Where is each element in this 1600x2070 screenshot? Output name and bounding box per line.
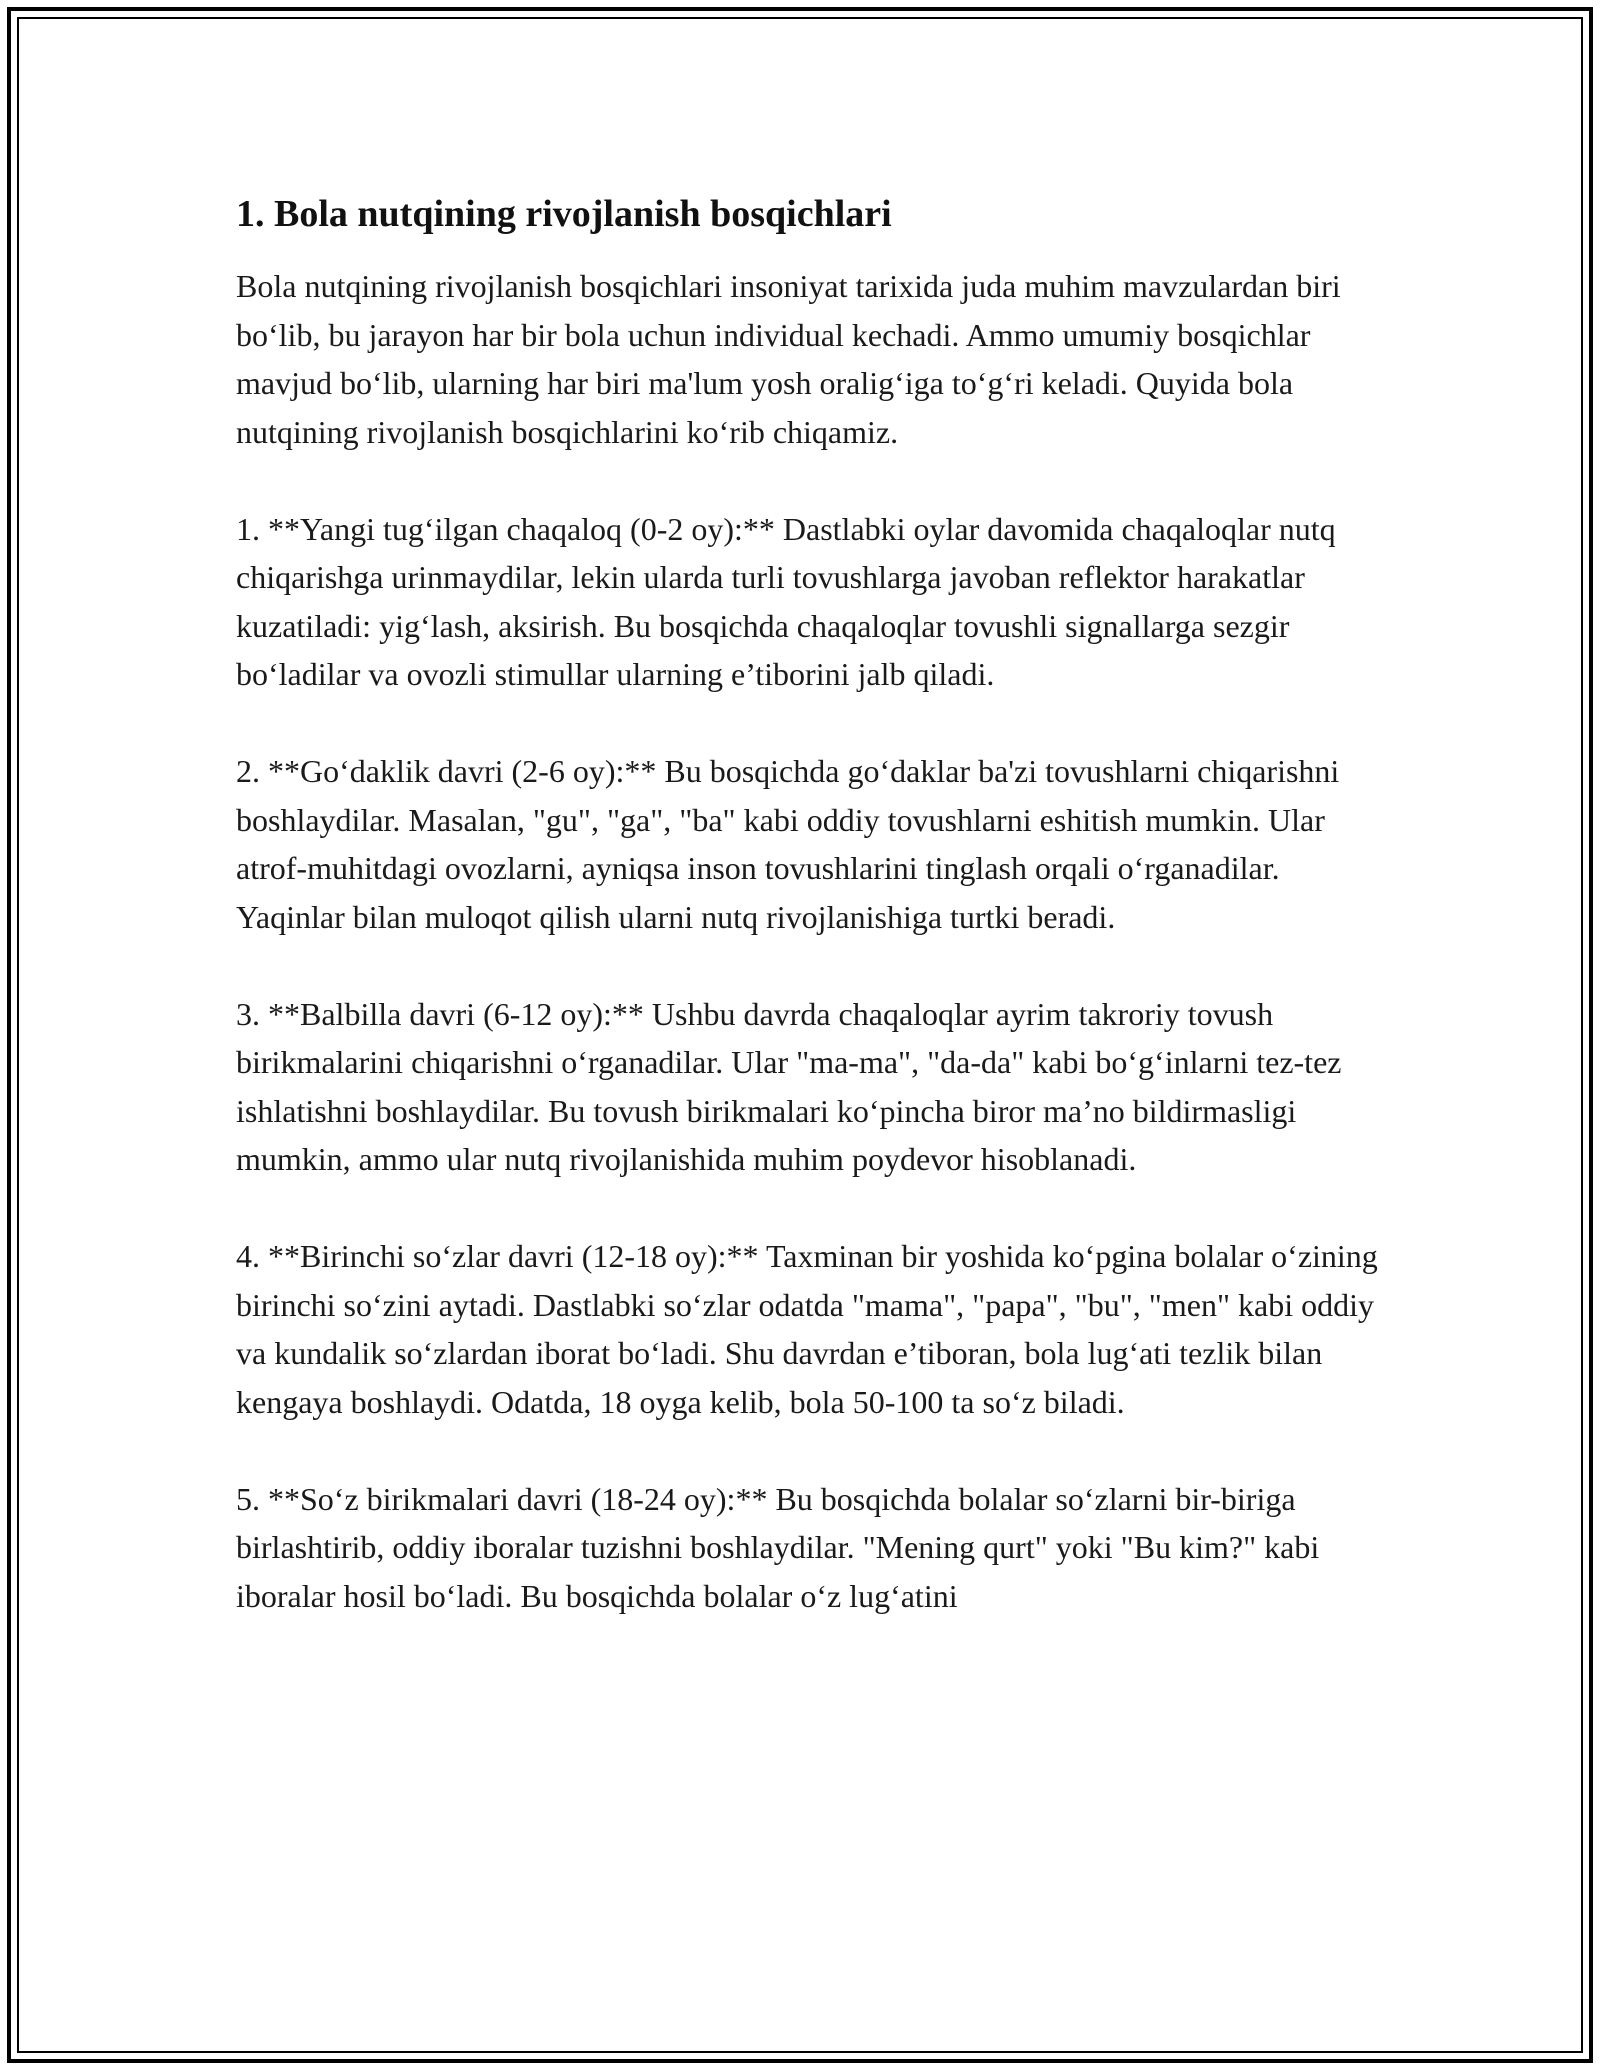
document-body (236, 190, 1386, 1620)
stage-4-paragraph: 4. **Birinchi so‘zlar davri (12-18 oy):** Taxminan bir yoshida ko‘pgina bolalar o‘zining birinchi so‘zini aytadi. Dastlabki so‘zlar odatda "mama", "papa", "bu", "men" kabi oddiy va kundalik so‘zlardan iborat bo‘ladi. Shu davrdan e’tiboran, bola lug‘ati tezlik bilan kengaya boshlaydi. Odatda, 18 oyga kelib, bola 50-100 ta so‘z biladi. (236, 1238, 1378, 1420)
stage-2-paragraph: 2. **Go‘daklik davri (2-6 oy):** Bu bosqichda go‘daklar ba'zi tovushlarni chiqarishni boshlaydilar. Masalan, "gu", "ga", "ba" kabi oddiy tovushlarni eshitish mumkin. Ular atrof-muhitdagi ovozlarni, ayniqsa inson tovushlarini tinglash orqali o‘rganadilar. Yaqinlar bilan muloqot qilish ularni nutq rivojlanishiga turtki beradi. (236, 753, 1340, 935)
stage-5-paragraph: 5. **So‘z birikmalari davri (18-24 oy):** Bu bosqichda bolalar so‘zlarni bir-biriga birlashtirib, oddiy iboralar tuzishni boshlaydilar. "Mening qurt" yoki "Bu kim?" kabi iboralar hosil bo‘ladi. Bu bosqichda bolalar o‘z lug‘atini (236, 1480, 1320, 1614)
intro-paragraph: Bola nutqining rivojlanish bosqichlari insoniyat tarixida juda muhim mavzulardan biri bo‘lib, bu jarayon har bir bola uchun individual kechadi. Ammo umumiy bosqichlar mavjud bo‘lib, ularning har biri ma'lum yosh oralig‘iga to‘g‘ri keladi. Quyida bola nutqining rivojlanish bosqichlarini ko‘rib chiqamiz. (236, 268, 1341, 450)
stage-3-paragraph: 3. **Balbilla davri (6-12 oy):** Ushbu davrda chaqaloqlar ayrim takroriy tovush birikmalarini chiqarishni o‘rganadilar. Ular "ma-ma", "da-da" kabi bo‘g‘inlarni tez-tez ishlatishni boshlaydilar. Bu tovush birikmalari ko‘pincha biror ma’no bildirmasligi mumkin, ammo ular nutq rivojlanishida muhim poydevor hisoblanadi. (236, 995, 1342, 1177)
stage-1-paragraph: 1. **Yangi tug‘ilgan chaqaloq (0-2 oy):** Dastlabki oylar davomida chaqaloqlar nutq chiqarishga urinmaydilar, lekin ularda turli tovushlarga javoban reflektor harakatlar kuzatiladi: yig‘lash, aksirish. Bu bosqichda chaqaloqlar tovushli signallarga sezgir bo‘ladilar va ovozli stimullar ularning e’tiborini jalb qiladi. (236, 510, 1336, 692)
document-title: 1. Bola nutqining rivojlanish bosqichlari (236, 193, 892, 235)
